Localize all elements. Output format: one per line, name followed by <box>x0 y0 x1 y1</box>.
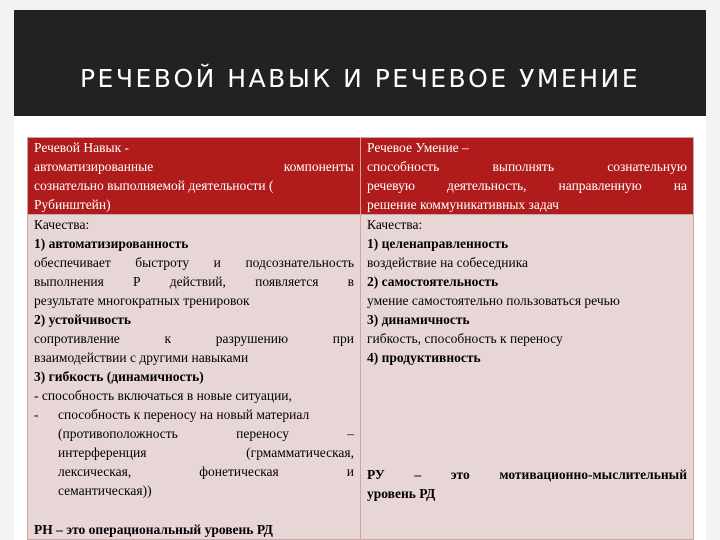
quality-description-line: гибкость, способность к переносу <box>367 331 563 346</box>
quality-title: 4) продуктивность <box>367 350 481 365</box>
quality-title: 1) целенаправленность <box>367 236 509 251</box>
quality-title: 2) устойчивость <box>34 312 132 327</box>
ability-header-line: Речевое Умение – <box>367 140 469 155</box>
quality-description-line: взаимодействии с другими навыками <box>34 350 249 365</box>
quality-title: 1) автоматизированность <box>34 236 189 251</box>
list-item-line: лексическая, фонетическая и <box>58 464 354 479</box>
list-item-line: семантическая)) <box>58 483 152 498</box>
qualities-label: Качества: <box>34 217 90 232</box>
skill-header-line: сознательно выполняемой деятельности ( <box>34 178 274 193</box>
table-body-row <box>28 215 694 540</box>
quality-title: 2) самостоятельность <box>367 274 499 289</box>
comparison-table <box>27 137 694 540</box>
skill-level-summary: РН – это операциональный уровень РД <box>34 522 273 537</box>
ability-header-line: способность выполнять сознательную <box>367 159 687 174</box>
quality-description-line: результате многократных тренировок <box>34 293 250 308</box>
quality-description-line: сопротивление к разрушению при <box>34 331 354 346</box>
quality-title: 3) динамичность <box>367 312 470 327</box>
slide-title: РЕЧЕВОЙ НАВЫК И РЕЧЕВОЕ УМЕНИЕ <box>79 64 640 93</box>
skill-header-line: автоматизированные компоненты <box>34 159 354 174</box>
quality-description-line: обеспечивает быстроту и подсознательность <box>34 255 354 270</box>
skill-definition-cell <box>28 138 361 215</box>
quality-description-line: воздействие на собеседника <box>367 255 529 270</box>
quality-title: 3) гибкость (динамичность) <box>34 369 204 384</box>
skill-header-line: Рубинштейн) <box>34 197 111 212</box>
skill-qualities-cell <box>28 215 361 540</box>
ability-qualities-cell <box>361 215 694 540</box>
quality-description-line: умение самостоятельно пользоваться речью <box>367 293 620 308</box>
ability-level-summary: РУ – это мотивационно-мыслительный <box>367 467 687 482</box>
ability-definition-cell <box>361 138 694 215</box>
title-bar <box>14 10 706 116</box>
dash-marker: - <box>34 407 39 422</box>
ability-level-summary: уровень РД <box>367 486 436 501</box>
ability-header-line: речевую деятельность, направленную на <box>367 178 687 193</box>
list-item <box>34 405 354 500</box>
list-item-line: интерференция (грмамматическая, <box>58 445 354 460</box>
ability-header-line: решение коммуникативных задач <box>367 197 559 212</box>
quality-description-line: выполнения Р действий, появляется в <box>34 274 354 289</box>
list-item-line: способность к переносу на новый материал <box>58 407 310 422</box>
table-header-row <box>28 138 694 215</box>
list-item-line: (противоположность переносу – <box>58 426 354 441</box>
qualities-label: Качества: <box>367 217 423 232</box>
quality-description-line: - способность включаться в новые ситуации, <box>34 388 292 403</box>
skill-header-line: Речевой Навык - <box>34 140 130 155</box>
